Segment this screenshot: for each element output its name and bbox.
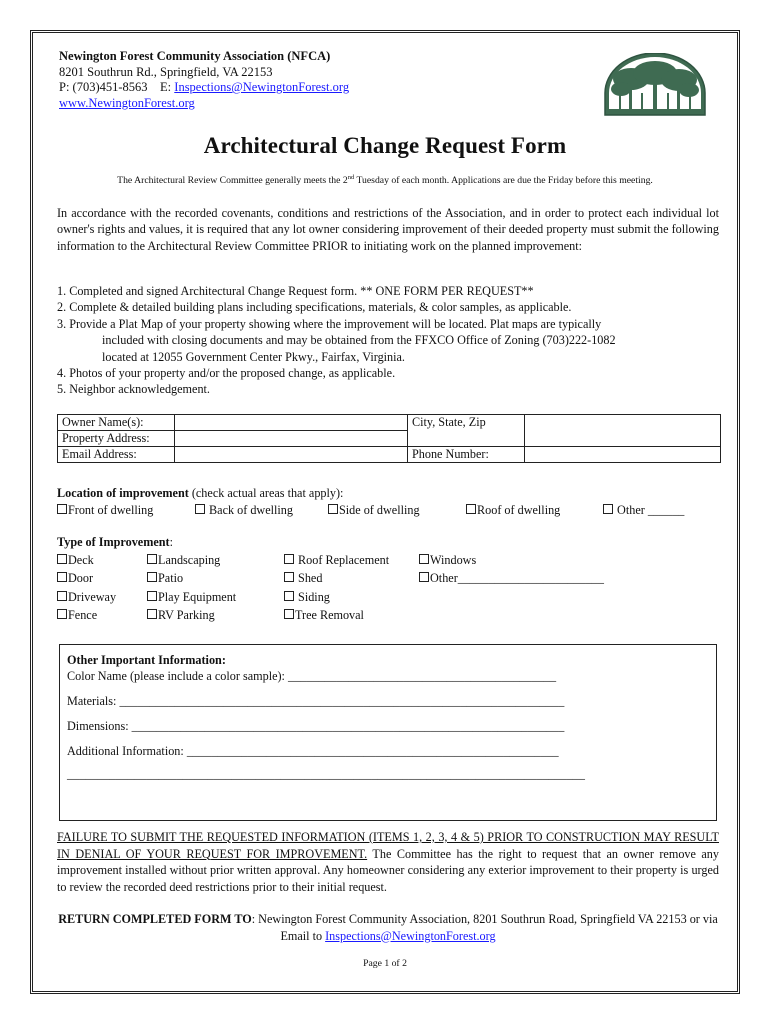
requirement-item: 3. Provide a Plat Map of your property showing where the improvement will be located. Plat maps are typically	[57, 316, 602, 331]
checkbox-driveway[interactable]: Driveway	[57, 590, 116, 605]
requirement-item: 2. Complete & detailed building plans including specifications, materials, & color samples, as applicable.	[57, 300, 572, 315]
phone-number-field[interactable]	[525, 447, 721, 463]
return-email-link[interactable]: Inspections@NewingtonForest.org	[325, 928, 496, 943]
intro-paragraph: In accordance with the recorded covenants, conditions and restrictions of the Association, and in order to protect each individual lot owner's rights and values, it is required that any lot owner considering improvement of their deeded property must submit the following information to the Architectural Review Committee PRIOR to initiating work on the planned improvement:	[57, 206, 719, 253]
contact-line	[59, 80, 349, 96]
checkbox-door[interactable]: Door	[57, 571, 93, 586]
checkbox-landscaping[interactable]: Landscaping	[147, 553, 220, 568]
tree-logo	[601, 53, 709, 117]
owner-name-label: Owner Name(s):	[58, 415, 175, 431]
checkbox-icon[interactable]	[195, 504, 205, 514]
checkbox-play-equipment[interactable]: Play Equipment	[147, 590, 236, 605]
email-address-field[interactable]	[175, 447, 408, 463]
org-address: 8201 Southrun Rd., Springfield, VA 22153	[59, 64, 273, 79]
meeting-note: The Architectural Review Committee generally meets the 2nd Tuesday of each month. Applications are due the Friday before this meeting.	[117, 174, 653, 187]
checkbox-fence[interactable]: Fence	[57, 608, 97, 623]
checkbox-icon[interactable]	[419, 572, 429, 582]
header	[59, 49, 349, 111]
website-link[interactable]: www.NewingtonForest.org	[59, 95, 195, 110]
checkbox-windows[interactable]: Windows	[419, 553, 476, 568]
requirement-item: 5. Neighbor acknowledgement.	[57, 382, 210, 397]
email-link[interactable]: Inspections@NewingtonForest.org	[174, 80, 350, 94]
checkbox-front-dwelling[interactable]: Front of dwelling	[57, 503, 153, 518]
checkbox-roof-dwelling[interactable]: Roof of dwelling	[466, 503, 560, 518]
checkbox-icon[interactable]	[466, 504, 476, 514]
checkbox-icon[interactable]	[284, 591, 294, 601]
color-name-field[interactable]: Color Name (please include a color sample): ____________________________________________	[67, 669, 557, 683]
additional-info-line[interactable]: _____________________________________________________________________________________	[67, 767, 585, 781]
checkbox-icon[interactable]	[57, 554, 67, 564]
checkbox-icon[interactable]	[57, 572, 67, 582]
checkbox-tree-removal[interactable]: Tree Removal	[284, 608, 364, 623]
checkbox-back-dwelling[interactable]: Back of dwelling	[195, 503, 293, 518]
city-state-zip-field[interactable]	[525, 415, 721, 447]
checkbox-rv-parking[interactable]: RV Parking	[147, 608, 215, 623]
checkbox-icon[interactable]	[284, 609, 294, 619]
checkbox-icon[interactable]	[603, 504, 613, 514]
requirement-item: 4. Photos of your property and/or the proposed change, as applicable.	[57, 366, 396, 381]
requirement-item-cont: located at 12055 Government Center Pkwy., Fairfax, Virginia.	[102, 349, 405, 364]
phone-number-label: Phone Number:	[408, 447, 525, 463]
checkbox-deck[interactable]: Deck	[57, 553, 94, 568]
form-title: Architectural Change Request Form	[203, 133, 567, 158]
email-address-label: Email Address:	[58, 447, 175, 463]
additional-info-field[interactable]: Additional Information: _____________________________________________________________	[67, 744, 559, 758]
checkbox-siding[interactable]: Siding	[284, 590, 330, 605]
checkbox-side-dwelling[interactable]: Side of dwelling	[328, 503, 420, 518]
requirement-item: 1. Completed and signed Architectural Change Request form. ** ONE FORM PER REQUEST**	[57, 284, 534, 298]
checkbox-icon[interactable]	[419, 554, 429, 564]
checkbox-icon[interactable]	[57, 504, 67, 514]
checkbox-icon[interactable]	[57, 591, 67, 601]
dimensions-field[interactable]: Dimensions: _______________________________________________________________________	[67, 719, 565, 733]
checkbox-other-location[interactable]: Other ______	[603, 503, 684, 518]
page-number: Page 1 of 2	[363, 958, 407, 969]
checkbox-roof-replacement[interactable]: Roof Replacement	[284, 553, 389, 568]
checkbox-icon[interactable]	[147, 554, 157, 564]
requirements-list	[57, 283, 719, 398]
property-address-field[interactable]	[175, 431, 408, 447]
return-instructions: RETURN COMPLETED FORM TO: Newington Forest Community Association, 8201 Southrun Road, Springfield VA 22153 or via Email to Inspections@NewingtonForest.org	[58, 912, 718, 943]
checkbox-icon[interactable]	[57, 609, 67, 619]
checkbox-patio[interactable]: Patio	[147, 571, 183, 586]
checkbox-other-type[interactable]: Other________________________	[419, 571, 604, 586]
org-name: Newington Forest Community Association (NFCA)	[59, 49, 331, 63]
other-info-title: Other Important Information:	[67, 653, 226, 667]
checkbox-shed[interactable]: Shed	[284, 571, 322, 586]
checkbox-icon[interactable]	[147, 591, 157, 601]
other-info-box	[59, 644, 717, 821]
checkbox-icon[interactable]	[284, 554, 294, 564]
checkbox-icon[interactable]	[147, 609, 157, 619]
property-address-label: Property Address:	[58, 431, 175, 447]
phone-text: P: (703)451-8563 E:	[59, 80, 175, 94]
form-page	[30, 30, 740, 994]
checkbox-icon[interactable]	[328, 504, 338, 514]
checkbox-icon[interactable]	[147, 572, 157, 582]
city-state-zip-label: City, State, Zip	[408, 415, 525, 447]
owner-name-field[interactable]	[175, 415, 408, 431]
owner-info-table	[57, 414, 721, 463]
requirement-item-cont: included with closing documents and may be obtained from the FFXCO Office of Zoning (703)222-1082	[102, 333, 616, 348]
location-heading: Location of improvement (check actual areas that apply):	[57, 486, 344, 500]
checkbox-icon[interactable]	[284, 572, 294, 582]
materials-field[interactable]: Materials: _________________________________________________________________________	[67, 694, 565, 708]
type-heading: Type of Improvement:	[57, 535, 173, 549]
failure-notice: FAILURE TO SUBMIT THE REQUESTED INFORMATION (ITEMS 1, 2, 3, 4 & 5) PRIOR TO CONSTRUCTION MAY RESULT IN DENIAL OF YOUR REQUEST FOR IMPROVEMENT. The Committee has the right to request that an owner remove any improvement installed without prior written approval. Any homeowner considering any exterior improvement to their property is urged to review the recorded deed restrictions prior to their initial request.	[57, 830, 719, 894]
